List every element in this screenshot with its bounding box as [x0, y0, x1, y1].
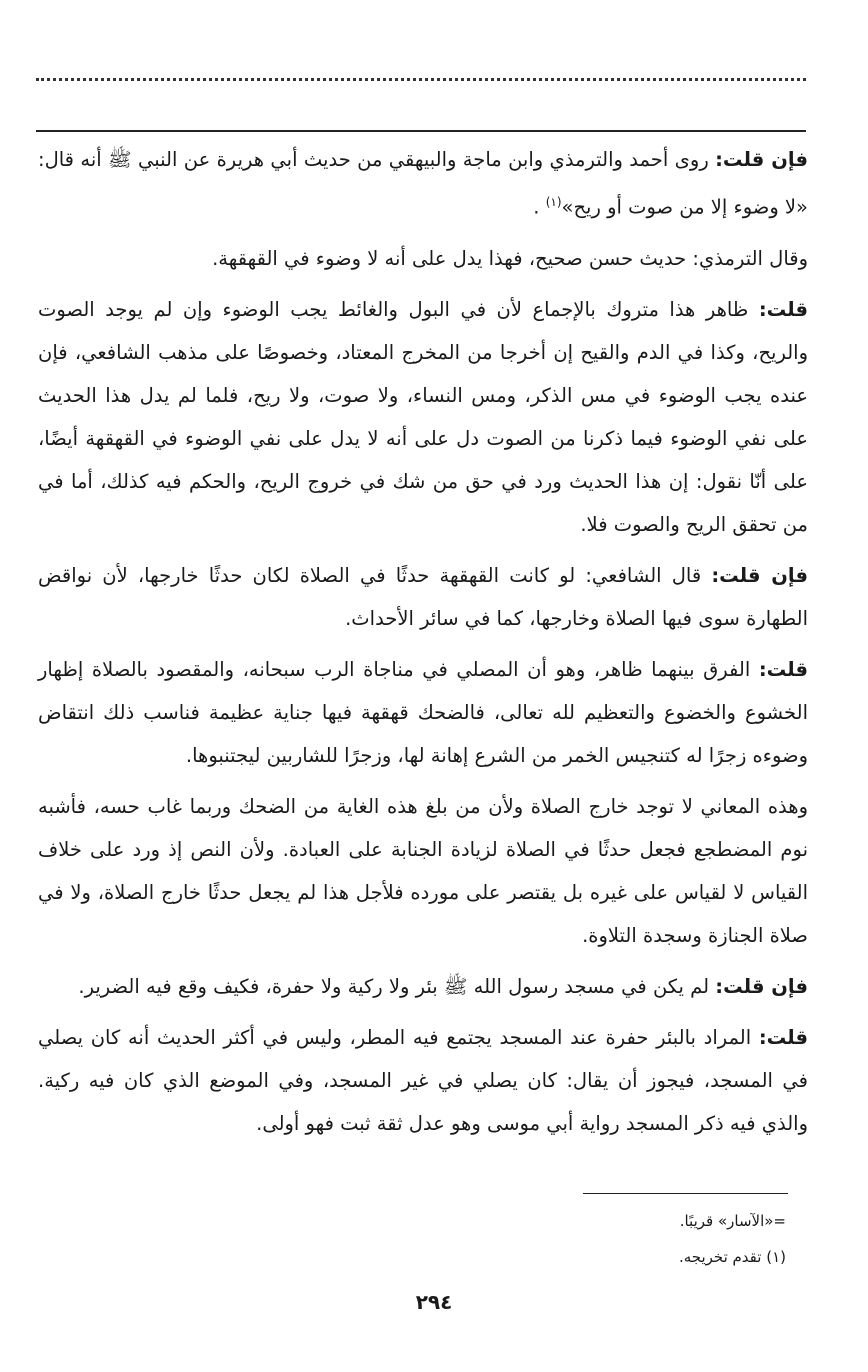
- paragraph-lead: قلت:: [758, 297, 808, 321]
- paragraph-text: المراد بالبئر حفرة عند المسجد يجتمع فيه المطر، وليس في أكثر الحديث أنه كان يصلي في المسجد، فيجوز أن يقال: كان يصلي في غير المسجد، وفي الموضع الذي كان فيه ركية. والذي فيه ذكر المسجد رواية أبي موسى وهو عدل ثقة ثبت فهو أولى.: [38, 1025, 808, 1135]
- paragraph-text: روى أحمد والترمذي وابن ماجة والبيهقي من حديث أبي هريرة عن النبي ﷺ أنه قال: «لا وضوء إلا من صوت أو ريح»: [38, 148, 808, 219]
- paragraph-text: وهذه المعاني لا توجد خارج الصلاة ولأن من بلغ هذه الغاية من الضحك وربما غاب حسه، فأشبه نوم المضطجع فجعل حدثًا في الصلاة لزيادة الجنابة على العبادة. ولأن النص إذ ورد على خلاف القياس لا لقياس على غيره بل يقتصر على مورده فلأجل هذا لم يجعل حدثًا خارج الصلاة، ولا في صلاة الجنازة وسجدة التلاوة.: [38, 794, 808, 947]
- paragraph-text: قال الشافعي: لو كانت القهقهة حدثًا في الصلاة لكان حدثًا خارجها، لأن نواقض الطهارة سوى فيها الصلاة وخارجها، كما في سائر الأحداث.: [38, 563, 808, 630]
- footnote-continuation: =«الآسار» قريبًا.: [679, 1212, 786, 1230]
- page-number: ٢٩٤: [415, 1290, 453, 1314]
- paragraph-lead: فإن قلت:: [715, 148, 808, 171]
- dotted-separator: [36, 78, 806, 81]
- paragraph-lead: فإن قلت:: [711, 563, 808, 587]
- paragraph-8: [38, 1016, 808, 1145]
- paragraph-4: [38, 554, 808, 640]
- paragraph-text: وقال الترمذي: حديث حسن صحيح، فهذا يدل على أنه لا وضوء في القهقهة.: [212, 246, 808, 270]
- paragraph-6: [38, 785, 808, 957]
- main-text: [38, 138, 808, 1153]
- paragraph-text: ظاهر هذا متروك بالإجماع لأن في البول والغائط يجب الوضوء وإن لم يوجد الصوت والريح، وكذا في الدم والقيح إن أخرجا من المخرج المعتاد، وخصوصًا على مذهب الشافعي، فإن عنده يجب الوضوء في مس الذكر، ومس النساء، ولا صوت، ولا ريح، فلما لم يدل هذا الحديث على نفي الوضوء فيما ذكرنا من الصوت دل على أنه لا يدل على نفي الوضوء في القهقهة أيضًا، على أنّا نقول: إن هذا الحديث ورد في حق من شك في خروج الريح، والحكم فيه كذلك، أما في من تحقق الريح والصوت فلا.: [38, 297, 808, 536]
- footnote-1: (١) تقدم تخريجه.: [678, 1248, 786, 1266]
- paragraph-7: [38, 965, 808, 1008]
- paragraph-lead: قلت:: [758, 1025, 808, 1049]
- footnote-marker: (١): [545, 195, 562, 209]
- paragraph-5: [38, 648, 808, 777]
- paragraph-3: [38, 288, 808, 546]
- paragraph-tail: .: [533, 195, 546, 219]
- paragraph-2: [38, 237, 808, 280]
- paragraph-text: الفرق بينهما ظاهر، وهو أن المصلي في مناجاة الرب سبحانه، والمقصود بالصلاة إظهار الخشوع والخضوع والتعظيم لله تعالى، فالضحك قهقهة فيها جناية عظيمة فناسب ذلك انتقاض وضوءه زجرًا له كتنجيس الخمر من الشرع إهانة لها، وزجرًا للشاربين ليجتنبوها.: [38, 657, 808, 767]
- paragraph-lead: فإن قلت:: [715, 974, 808, 998]
- paragraph-text: لم يكن في مسجد رسول الله ﷺ بئر ولا ركية ولا حفرة، فكيف وقع فيه الضرير.: [78, 974, 716, 998]
- paragraph-lead: قلت:: [758, 657, 808, 681]
- footnote-rule: [583, 1193, 788, 1194]
- paragraph-1: [38, 138, 808, 229]
- top-rule: [36, 130, 806, 132]
- footnotes: [386, 1203, 786, 1275]
